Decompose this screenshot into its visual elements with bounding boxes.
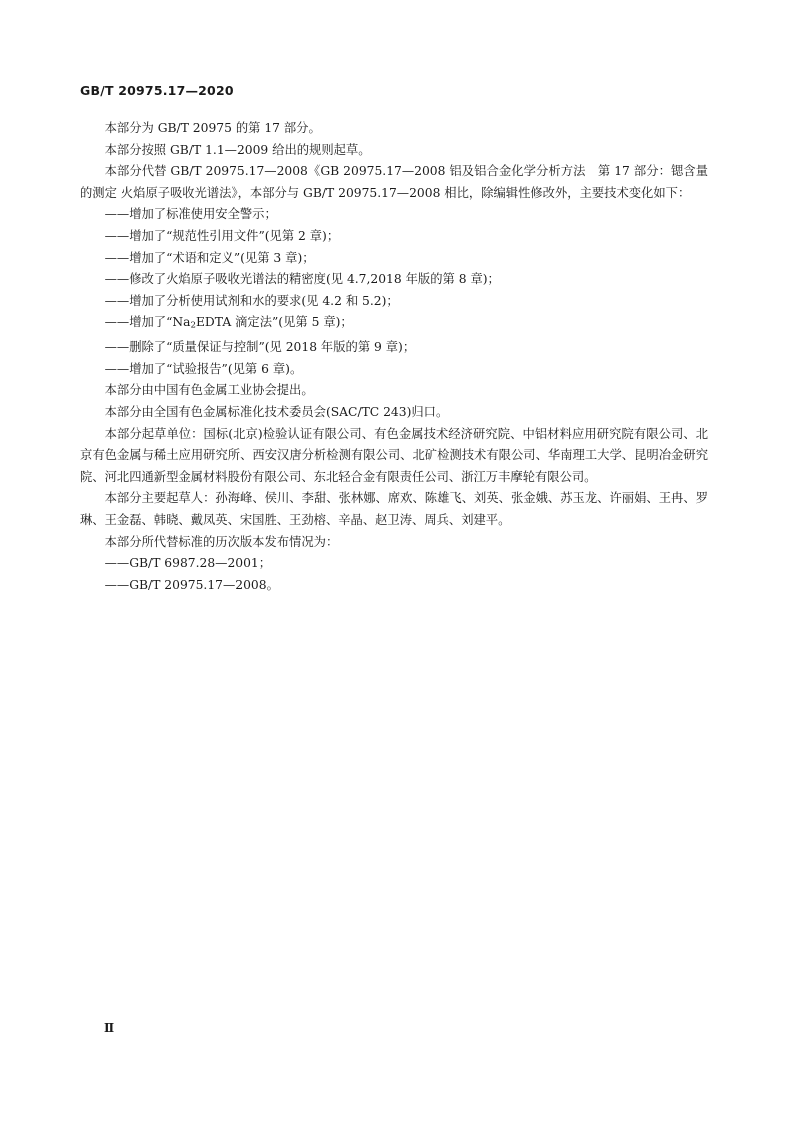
list-item: ——增加了“试验报告”(见第 6 章)。 — [104, 361, 303, 376]
list-item: ——增加了标准使用安全警示； — [104, 207, 277, 222]
list-item: ——GB/T 20975.17—2008。 — [104, 577, 279, 592]
list-item: ——GB/T 6987.28—2001； — [104, 556, 272, 571]
paragraph-proposer: 本部分由中国有色金属工业协会提出。 — [104, 383, 314, 398]
list-item: ——增加了分析使用试剂和水的要求(见 4.2 和 5.2)； — [104, 293, 399, 308]
edta-subscript: 2 — [190, 320, 196, 331]
paragraph-replacement: 本部分代替 GB/T 20975.17—2008《GB 20975.17—2008 铝及铝合金化学分析方法 第 17 部分：锶含量的测定 火焰原子吸收光谱法》，本部分与 GB/T 20975.17—2008 相比，除编辑性修改外，主要技术变化如下： — [80, 164, 708, 200]
standard-number-header: GB/T 20975.17—2020 — [80, 83, 234, 98]
paragraph-history-intro: 本部分所代替标准的历次版本发布情况为： — [104, 534, 339, 549]
edta-suffix: EDTA 滴定法”(见第 5 章)； — [195, 315, 353, 330]
history-list — [80, 553, 708, 596]
list-item: ——修改了火焰原子吸收光谱法的精密度(见 4.7,2018 年版的第 8 章)； — [104, 272, 500, 287]
foreword-body — [80, 118, 708, 596]
paragraph-committee: 本部分由全国有色金属标准化技术委员会(SAC/TC 243)归口。 — [104, 405, 449, 419]
paragraph-drafting-units: 本部分起草单位：国标(北京)检验认证有限公司、有色金属技术经济研究院、中铝材料应用研究院有限公司、北京有色金属与稀土应用研究所、西安汉唐分析检测有限公司、北矿检测技术有限公司、华南理工大学、昆明冶金研究院、河北四通新型金属材料股份有限公司、东北轻合金有限责任公司、浙江万丰摩轮有限公司。 — [80, 426, 708, 484]
paragraph-part-statement: 本部分为 GB/T 20975 的第 17 部分。 — [104, 121, 321, 135]
edta-prefix: ——增加了“Na — [104, 315, 191, 330]
technical-changes-list — [80, 204, 708, 380]
paragraph-drafters: 本部分主要起草人：孙海峰、侯川、李甜、张林娜、席欢、陈雄飞、刘英、张金娥、苏玉龙、许丽娟、王冉、罗琳、王金磊、韩晓、戴凤英、宋国胜、王劲榕、辛晶、赵卫涛、周兵、刘建平。 — [80, 491, 708, 527]
list-item: ——增加了“术语和定义”(见第 3 章)； — [104, 250, 315, 265]
list-item: ——增加了“规范性引用文件”(见第 2 章)； — [104, 228, 340, 243]
list-item — [80, 312, 708, 337]
paragraph-drafting-rules: 本部分按照 GB/T 1.1—2009 给出的规则起草。 — [104, 142, 371, 157]
page-number: Ⅱ — [104, 1021, 115, 1035]
list-item: ——删除了“质量保证与控制”(见 2018 年版的第 9 章)； — [104, 340, 416, 355]
